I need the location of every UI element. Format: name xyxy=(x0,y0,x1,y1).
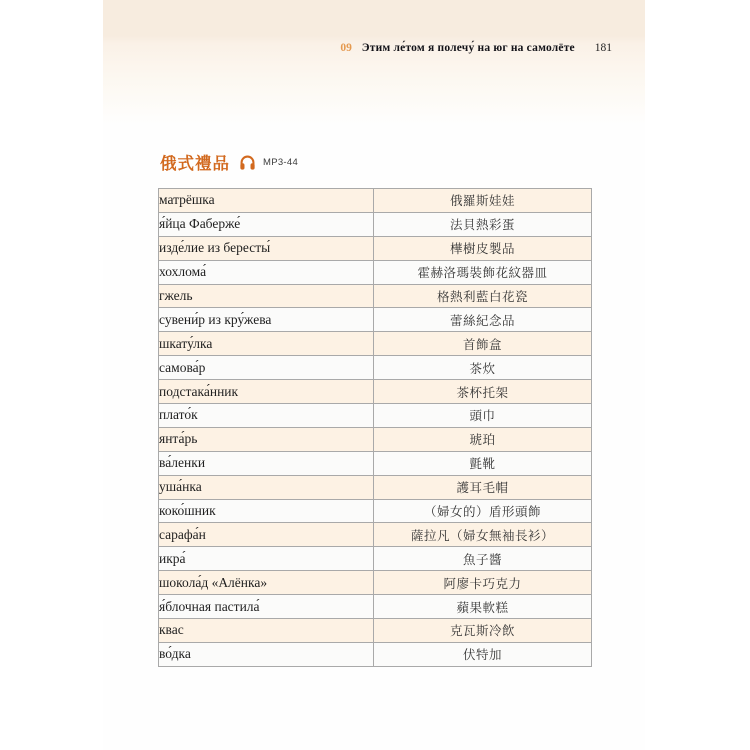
section-title: 俄式禮品 xyxy=(160,154,230,173)
vocabulary-table-body xyxy=(159,189,592,667)
russian-term: квас xyxy=(159,619,374,643)
table-row xyxy=(159,499,592,523)
vocabulary-table xyxy=(158,188,592,667)
chinese-gloss: 首飾盒 xyxy=(374,332,592,356)
table-row xyxy=(159,642,592,666)
chinese-gloss: 樺樹皮製品 xyxy=(374,236,592,260)
russian-term: шокола́д «Алёнка» xyxy=(159,571,374,595)
chinese-gloss: 霍赫洛瑪裝飾花紋器皿 xyxy=(374,260,592,284)
russian-term: самова́р xyxy=(159,356,374,380)
table-row xyxy=(159,380,592,404)
russian-term: янта́рь xyxy=(159,427,374,451)
chapter-title: Этим ле́том я полечу́ на юг на самолёте xyxy=(361,42,575,54)
russian-term: коко́шник xyxy=(159,499,374,523)
audio-track-label: MP3-44 xyxy=(263,156,299,168)
chinese-gloss: 薩拉凡（婦女無袖長衫） xyxy=(374,523,592,547)
chinese-gloss: 格熱利藍白花瓷 xyxy=(374,284,592,308)
russian-term: ва́ленки xyxy=(159,451,374,475)
russian-term: изде́лие из бересты́ xyxy=(159,236,374,260)
table-row xyxy=(159,547,592,571)
chinese-gloss: 蘋果軟糕 xyxy=(374,595,592,619)
russian-term: во́дка xyxy=(159,642,374,666)
table-row xyxy=(159,451,592,475)
russian-term: икра́ xyxy=(159,547,374,571)
russian-term: хохлома́ xyxy=(159,260,374,284)
chinese-gloss: 克瓦斯冷飲 xyxy=(374,619,592,643)
chinese-gloss: 蕾絲紀念品 xyxy=(374,308,592,332)
chinese-gloss: （婦女的）盾形頭飾 xyxy=(374,499,592,523)
russian-term: я́блочная пастила́ xyxy=(159,595,374,619)
page-body xyxy=(103,0,645,750)
chinese-gloss: 氈靴 xyxy=(374,451,592,475)
chinese-gloss: 俄羅斯娃娃 xyxy=(374,189,592,213)
table-row xyxy=(159,571,592,595)
russian-term: сарафа́н xyxy=(159,523,374,547)
table-row xyxy=(159,523,592,547)
chinese-gloss: 琥珀 xyxy=(374,427,592,451)
table-row xyxy=(159,284,592,308)
running-header xyxy=(340,42,612,54)
table-row xyxy=(159,332,592,356)
chinese-gloss: 法貝熱彩蛋 xyxy=(374,212,592,236)
table-row xyxy=(159,212,592,236)
table-row xyxy=(159,356,592,380)
table-row xyxy=(159,189,592,213)
table-row xyxy=(159,236,592,260)
chinese-gloss: 茶炊 xyxy=(374,356,592,380)
russian-term: подстака́нник xyxy=(159,380,374,404)
page-top-band xyxy=(103,0,645,135)
section-heading xyxy=(160,150,298,174)
page-number: 181 xyxy=(594,42,612,54)
russian-term: шкату́лка xyxy=(159,332,374,356)
chinese-gloss: 魚子醬 xyxy=(374,547,592,571)
chinese-gloss: 頭巾 xyxy=(374,404,592,428)
table-row xyxy=(159,595,592,619)
russian-term: гжель xyxy=(159,284,374,308)
chapter-number: 09 xyxy=(340,42,352,54)
headphones-icon xyxy=(238,153,257,172)
russian-term: я́йца Фаберже́ xyxy=(159,212,374,236)
russian-term: уша́нка xyxy=(159,475,374,499)
chinese-gloss: 護耳毛帽 xyxy=(374,475,592,499)
russian-term: сувени́р из кру́жева xyxy=(159,308,374,332)
table-row xyxy=(159,475,592,499)
table-row xyxy=(159,260,592,284)
table-row xyxy=(159,619,592,643)
table-row xyxy=(159,404,592,428)
chinese-gloss: 阿廖卡巧克力 xyxy=(374,571,592,595)
table-row xyxy=(159,427,592,451)
russian-term: плато́к xyxy=(159,404,374,428)
table-row xyxy=(159,308,592,332)
chinese-gloss: 茶杯托架 xyxy=(374,380,592,404)
russian-term: матрёшка xyxy=(159,189,374,213)
chinese-gloss: 伏特加 xyxy=(374,642,592,666)
